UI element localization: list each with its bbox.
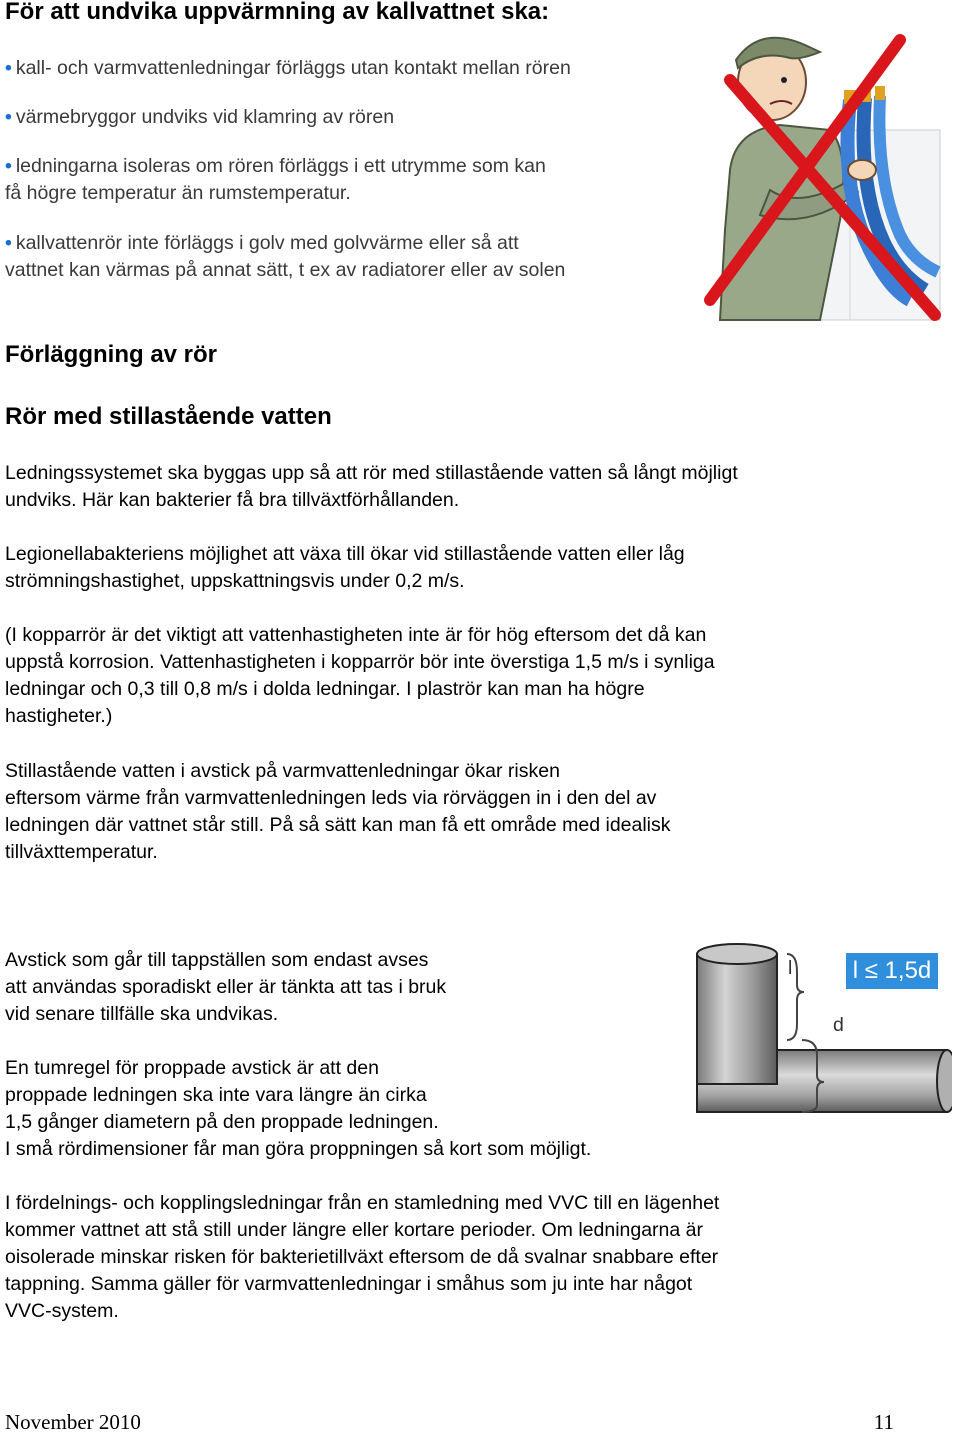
paragraph-line: tappning. Samma gäller för varmvattenledningar i småhus som ju inte har något — [5, 1273, 693, 1295]
page-heading: För att undvika uppvärmning av kallvattnet ska: — [5, 0, 550, 25]
paragraph-line: Ledningssystemet ska byggas upp så att rör med stillastående vatten så långt möjligt — [5, 462, 738, 484]
bullet-icon: • — [5, 106, 12, 128]
paragraph-line: kommer vattnet att stå still under längre eller kortare perioder. Om ledningarna är — [5, 1219, 704, 1241]
paragraph-line: proppade ledningen ska inte vara längre än cirka — [5, 1084, 427, 1106]
bullet-icon: • — [5, 57, 12, 79]
paragraph-line: eftersom värme från varmvattenledningen leds via rörväggen in i den del av — [5, 787, 657, 809]
bullet-icon: • — [5, 155, 12, 177]
plumber-illustration — [700, 20, 945, 325]
paragraph-line: hastigheter.) — [5, 705, 113, 727]
paragraph-line: VVC-system. — [5, 1300, 119, 1322]
paragraph-line: ledningar och 0,3 till 0,8 m/s i dolda ledningar. I plaströr kan man ha högre — [5, 678, 645, 700]
paragraph-line: Legionellabakteriens möjlighet att växa till ökar vid stillastående vatten eller låg — [5, 543, 685, 565]
paragraph-line: undviks. Här kan bakterier få bra tillväxtförhållanden. — [5, 489, 460, 511]
paragraph-line: ledningen där vattnet står still. På så sätt kan man få ett område med idealisk — [5, 814, 671, 836]
list-item-text: kallvattenrör inte förläggs i golv med golvvärme eller så att — [15, 232, 519, 254]
bullet-icon: • — [5, 232, 12, 254]
footer-page-number: 11 — [873, 1410, 894, 1434]
list-item-text: ledningarna isoleras om rören förläggs i ett utrymme som kan — [15, 155, 546, 177]
footer-date: November 2010 — [5, 1410, 141, 1434]
list-item — [5, 104, 394, 131]
paragraph-line: strömningshastighet, uppskattningsvis under 0,2 m/s. — [5, 570, 465, 592]
diagram-label-l: l — [788, 957, 793, 979]
paragraph-line: Avstick som går till tappställen som endast avses — [5, 949, 429, 971]
paragraph-line: vid senare tillfälle ska undvikas. — [5, 1003, 279, 1025]
paragraph-line: 1,5 gånger diametern på den proppade ledningen. — [5, 1111, 439, 1133]
list-item — [5, 153, 546, 180]
diagram-label-d: d — [833, 1014, 844, 1036]
paragraph-line: En tumregel för proppade avstick är att den — [5, 1057, 379, 1079]
list-item-text: kall- och varmvattenledningar förläggs utan kontakt mellan rören — [15, 57, 571, 79]
list-item-continuation: få högre temperatur än rumstemperatur. — [5, 182, 351, 204]
paragraph-line: I små rördimensioner får man göra proppningen så kort som möjligt. — [5, 1138, 592, 1160]
paragraph-line: uppstå korrosion. Vattenhastigheten i kopparrör bör inte överstiga 1,5 m/s i synliga — [5, 651, 715, 673]
list-item-continuation: vattnet kan värmas på annat sätt, t ex av radiatorer eller av solen — [5, 259, 566, 281]
paragraph-line: oisolerade minskar risken för bakterietillväxt eftersom de då svalnar snabbare efter — [5, 1246, 719, 1268]
list-item-text: värmebryggor undviks vid klamring av rören — [15, 106, 395, 128]
paragraph-line: I fördelnings- och kopplingsledningar från en stamledning med VVC till en lägenhet — [5, 1192, 720, 1214]
paragraph-line: att användas sporadiskt eller är tänkta att tas i bruk — [5, 976, 447, 998]
list-item — [5, 230, 519, 257]
paragraph-line: tillväxttemperatur. — [5, 841, 158, 863]
section-title: Förläggning av rör — [5, 341, 218, 368]
rule-box: l ≤ 1,5d — [846, 953, 938, 989]
paragraph-line: (I kopparrör är det viktigt att vattenhastigheten inte är för hög eftersom det då kan — [5, 624, 707, 646]
paragraph-line: Stillastående vatten i avstick på varmvattenledningar ökar risken — [5, 760, 560, 782]
list-item — [5, 55, 571, 82]
subsection-title: Rör med stillastående vatten — [5, 403, 332, 430]
